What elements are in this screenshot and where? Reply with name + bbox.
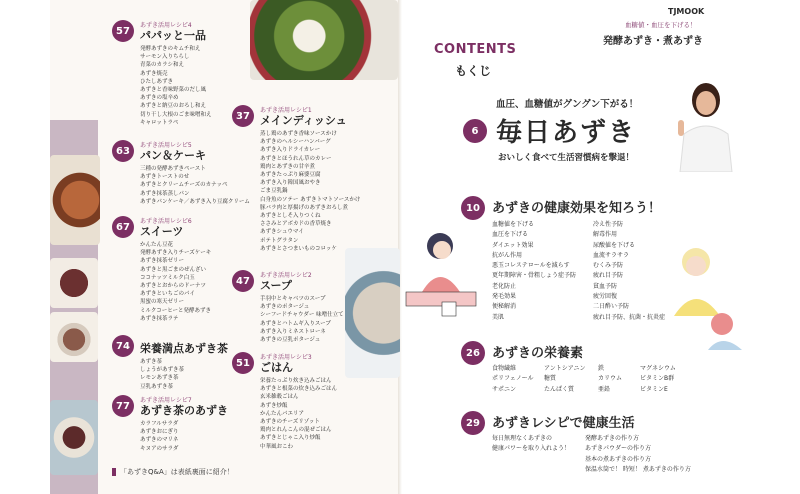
recipe-item: ポテトグラタン bbox=[260, 237, 299, 244]
nutrition-col-3 bbox=[598, 364, 622, 395]
list-item: 食物繊維 bbox=[492, 365, 517, 372]
nutrition-title: あずきの栄養素 bbox=[492, 346, 584, 361]
section-title: パン＆ケーキ bbox=[140, 149, 206, 162]
section-6 bbox=[232, 270, 344, 344]
recipe-item: あずき焼売 bbox=[140, 70, 168, 77]
dish-photo-2 bbox=[50, 258, 98, 308]
recipe-item: 三種の発酵あずきペースト bbox=[140, 166, 206, 172]
section-title: ごはん bbox=[260, 361, 293, 374]
recipe-item: あずきのマリネ bbox=[140, 437, 179, 444]
list-item: 疲労回復 bbox=[593, 293, 618, 301]
section-7 bbox=[232, 352, 337, 451]
list-item: 冷え性予防 bbox=[593, 221, 624, 228]
brand-title: 発酵あずき・煮あずき bbox=[603, 36, 703, 47]
recipe-item: あずきのポタージュ bbox=[260, 304, 310, 311]
list-item: 二日酔い予防 bbox=[593, 303, 630, 311]
recipe-item: 切り干し大根のごま味噌和え bbox=[140, 111, 212, 118]
feature-page-badge: 6 bbox=[463, 119, 487, 143]
section-page-badge: 47 bbox=[232, 270, 254, 292]
health-title: あずきの健康効果を知ろう！ bbox=[492, 201, 662, 216]
recipe-title: あずきレシピで健康生活 bbox=[492, 416, 635, 431]
list-item: カリウム bbox=[598, 375, 622, 383]
list-item: あずきパウダーの作り方 bbox=[585, 445, 651, 453]
section-sublabel: あずき活用レシピ7 bbox=[140, 397, 192, 404]
recipe-item: あずきとじゃこ入り炒飯 bbox=[260, 435, 321, 442]
list-item: 便秘解消 bbox=[492, 303, 517, 311]
list-item: ビタミンB群 bbox=[640, 375, 675, 383]
brand-subtitle: 血糖値・血圧を下げる！ bbox=[625, 21, 697, 29]
recipe-item: あずきと黒ごまのぜんざい bbox=[140, 266, 207, 273]
list-item: 血圧を下げる bbox=[492, 231, 529, 239]
recipe-item: 黒蜜の寒天ゼリー bbox=[140, 299, 185, 306]
health-col-1 bbox=[492, 220, 576, 323]
health-page-badge: 10 bbox=[461, 196, 485, 220]
section-sublabel: あずき活用レシピ5 bbox=[140, 142, 192, 149]
recipe-item: あずきたっぷり麻婆豆腐 bbox=[260, 172, 321, 179]
list-item: 保温水筒で！ 時短！ 煮あずきの作り方 bbox=[585, 465, 691, 473]
nutrition-col-2 bbox=[544, 364, 585, 395]
recipe-item: カラフルサラダ bbox=[140, 421, 179, 427]
recipe-item: ココナッツミルク白玉 bbox=[140, 274, 195, 281]
porridge-photo bbox=[345, 248, 400, 378]
brand-logo: TJMOOK bbox=[668, 7, 705, 16]
list-item: 更年期障害・骨粗しょう症予防 bbox=[492, 272, 577, 280]
section-title: メインディッシュ bbox=[260, 114, 347, 127]
recipe-item: あずきと納豆のおろし和え bbox=[140, 103, 207, 110]
recipe-item: あずきパンケーキ／あずき入り豆腐クリーム bbox=[140, 198, 250, 205]
list-item: 発酵あずきの作り方 bbox=[585, 435, 640, 442]
list-item: 疲れ目予防、抗菌・抗炎症 bbox=[593, 313, 666, 321]
recipe-item: 鶏肉とれんこんの混ぜごはん bbox=[260, 427, 332, 434]
list-item: 血糖値を下げる bbox=[492, 221, 535, 228]
section-sublabel bbox=[140, 335, 228, 342]
recipe-item: 発酵あずきのキムチ和え bbox=[140, 46, 201, 52]
recipe-item: 中華風おこわ bbox=[260, 443, 294, 450]
section-sublabel: あずき活用レシピ3 bbox=[260, 354, 312, 361]
nutrition-col-1 bbox=[492, 364, 534, 395]
recipe-item: あずきと根菜の炊き込みごはん bbox=[260, 386, 338, 393]
list-item: 疲れ目予防 bbox=[593, 272, 624, 280]
section-page-badge: 77 bbox=[112, 395, 134, 417]
recipe-item: 蒸し鶏のあずき香味ソースかけ bbox=[260, 131, 337, 137]
recipe-item: あずきトーストのせ bbox=[140, 174, 190, 181]
contents-en: CONTENTS bbox=[434, 42, 517, 57]
list-item: マグネシウム bbox=[640, 365, 676, 372]
list-item: 発毛効果 bbox=[492, 293, 517, 301]
dish-photo-4 bbox=[50, 400, 98, 475]
recipe-item: ひたしあずき bbox=[140, 78, 174, 85]
nutrition-page-badge: 26 bbox=[461, 341, 485, 365]
recipe-item: あずき抹茶ラテ bbox=[140, 315, 179, 322]
feature-tagline: おいしく食べて生活習慣病を撃退！ bbox=[498, 153, 635, 163]
section-3 bbox=[112, 335, 228, 391]
recipe-item: あずきとほうれん草のカレー bbox=[260, 155, 332, 162]
recipe-item: あずきの豆乳ポタージュ bbox=[260, 337, 321, 344]
list-item: 悪玉コレステロールを減らす bbox=[492, 262, 570, 270]
section-sublabel: あずき活用レシピ2 bbox=[260, 272, 312, 279]
salad-photo bbox=[250, 0, 398, 80]
section-title: パパッと一品 bbox=[140, 29, 206, 42]
list-item: 尿酸値を下げる bbox=[593, 241, 636, 249]
list-item: ビタミンE bbox=[640, 385, 668, 393]
recipe-item: レモンあずき茶 bbox=[140, 375, 179, 382]
recipe-item: あずきシュウマイ bbox=[260, 229, 304, 236]
section-page-badge: 57 bbox=[112, 20, 134, 42]
recipe-item: あずき抹茶蒸しパン bbox=[140, 190, 190, 197]
woman-illustration bbox=[402, 222, 480, 322]
recipe-item: 栄養たっぷり炊き込みごはん bbox=[260, 378, 332, 384]
nutrition-col-4 bbox=[640, 364, 676, 395]
recipe-col-1 bbox=[492, 434, 570, 455]
recipe-item: あずきとクリームチーズのカナッペ bbox=[140, 182, 228, 189]
list-item: 貧血予防 bbox=[593, 282, 618, 290]
recipe-item: あずき抹茶ゼリー bbox=[140, 258, 185, 265]
list-item: サポニン bbox=[492, 385, 517, 393]
section-sublabel: あずき活用レシピ1 bbox=[260, 107, 312, 114]
section-page-badge: 63 bbox=[112, 140, 134, 162]
list-item: 毎日無理なくあずきの bbox=[492, 435, 553, 442]
list-item: たんぱく質 bbox=[544, 385, 575, 393]
list-item: 解毒作用 bbox=[593, 231, 618, 239]
recipe-item: ごま豆乳鍋 bbox=[260, 188, 288, 195]
list-item: 血流サラサラ bbox=[593, 251, 630, 259]
list-item: 基本の煮あずきの作り方 bbox=[585, 455, 652, 463]
recipe-item: あずきの塩辛め bbox=[140, 95, 179, 102]
section-page-badge: 67 bbox=[112, 216, 134, 238]
list-item: 糖質 bbox=[544, 375, 557, 383]
recipe-item: キャロットラペ bbox=[140, 119, 179, 126]
recipe-item: あずきとハトムギ入りスープ bbox=[260, 320, 331, 327]
recipe-item: しょうがあずき茶 bbox=[140, 367, 185, 374]
recipe-item: あずきのヘルシーハンバーグ bbox=[260, 139, 331, 146]
list-item: ダイエット効果 bbox=[492, 241, 534, 249]
recipe-item: かんたん豆花 bbox=[140, 242, 174, 248]
section-page-badge: 37 bbox=[232, 105, 254, 127]
recipe-item: 豚バラ肉と厚揚げのあずきおろし煮 bbox=[260, 204, 349, 211]
dish-photo-1 bbox=[50, 155, 100, 245]
list-item: 抗がん作用 bbox=[492, 251, 523, 259]
section-page-badge: 74 bbox=[112, 335, 134, 357]
section-2 bbox=[112, 216, 211, 323]
recipe-item: あずきといちごのパイ bbox=[140, 291, 196, 298]
list-item: むくみ予防 bbox=[593, 262, 624, 270]
section-title: あずき茶のあずき bbox=[140, 404, 228, 417]
section-1 bbox=[112, 140, 250, 206]
recipe-page-badge: 29 bbox=[461, 411, 485, 435]
recipe-item: 玄米雑穀ごはん bbox=[260, 394, 299, 401]
qa-footnote: 「あずきQ&A」は表紙裏面に紹介！ bbox=[112, 467, 234, 477]
recipe-item: 手羽中とキャベツのスープ bbox=[260, 296, 326, 302]
recipe-item: 発酵あずき入りチーズケーキ bbox=[140, 250, 212, 257]
recipe-item: サーモン入りちらし bbox=[140, 54, 190, 61]
contents-jp: もくじ bbox=[455, 64, 492, 78]
recipe-item: 白身魚のソテー あずきトマトソースかけ bbox=[260, 196, 361, 203]
recipe-item: あずきおにぎり bbox=[140, 429, 179, 436]
list-item: 健康パワーを取り入れよう！ bbox=[492, 445, 571, 453]
section-title: スイーツ bbox=[140, 225, 184, 238]
recipe-item: ささみとアボカドの香草焼き bbox=[260, 221, 332, 228]
section-title: 栄養満点あずき茶 bbox=[140, 342, 228, 355]
section-sublabel: あずき活用レシピ4 bbox=[140, 22, 192, 29]
recipe-item: あずき炒飯 bbox=[260, 402, 288, 409]
recipe-item: 鶏肉とあずきの甘辛煮 bbox=[260, 163, 316, 170]
recipe-item: あずきとしそ入りつくね bbox=[260, 213, 321, 220]
recipe-item: 青菜のカラシ和え bbox=[140, 62, 185, 69]
recipe-item: あずきとおからのドーナツ bbox=[140, 283, 206, 290]
recipe-item: あずき茶 bbox=[140, 359, 163, 365]
man-illustration bbox=[650, 220, 748, 350]
section-0 bbox=[112, 20, 212, 127]
section-4 bbox=[112, 395, 228, 453]
list-item: 老化防止 bbox=[492, 282, 517, 290]
recipe-item: あずきのチーズリゾット bbox=[260, 419, 320, 426]
section-title: スープ bbox=[260, 279, 292, 292]
list-item: 鉄 bbox=[598, 365, 605, 372]
recipe-item: あずき入りドライカレー bbox=[260, 147, 321, 154]
dish-photo-3 bbox=[50, 312, 98, 362]
list-item: ポリフェノール bbox=[492, 375, 534, 383]
recipe-item: かんたんパエリア bbox=[260, 410, 305, 417]
list-item: アントシアニン bbox=[544, 365, 586, 372]
recipe-item: あずき入り韓国風おやき bbox=[260, 180, 321, 187]
feature-title: 毎日あずき bbox=[496, 118, 637, 148]
recipe-item: あずきとさつまいものコロッケ bbox=[260, 245, 337, 252]
section-sublabel: あずき活用レシピ6 bbox=[140, 218, 192, 225]
recipe-item: あずき入りミネストローネ bbox=[260, 328, 326, 335]
recipe-item: 豆乳あずき茶 bbox=[140, 383, 174, 390]
recipe-item: あずきと香味野菜のだし風 bbox=[140, 87, 207, 94]
recipe-col-2 bbox=[585, 434, 691, 475]
recipe-item: シーフードチャウダー 味噌仕立て bbox=[260, 312, 344, 319]
recipe-item: キヌアのサラダ bbox=[140, 445, 179, 452]
list-item: 美肌 bbox=[492, 313, 505, 321]
section-page-badge: 51 bbox=[232, 352, 254, 374]
list-item: 亜鉛 bbox=[598, 385, 611, 393]
doctor-photo bbox=[672, 78, 736, 172]
recipe-item: ミルクコーヒーと発酵あずき bbox=[140, 307, 212, 314]
section-5 bbox=[232, 105, 360, 253]
feature-lead: 血圧、血糖値がグングン下がる！ bbox=[496, 99, 639, 110]
